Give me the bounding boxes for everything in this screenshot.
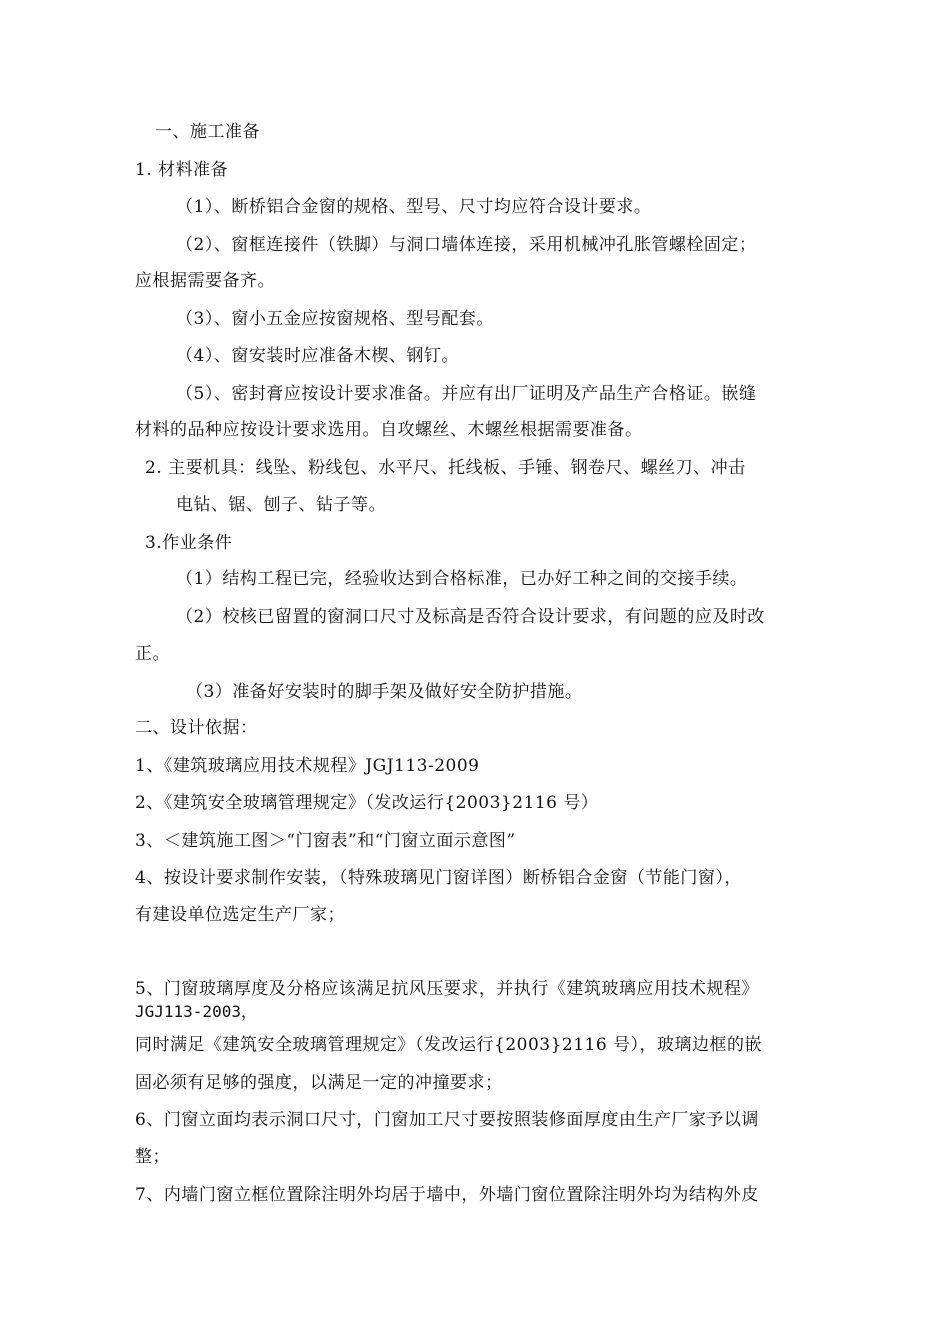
section-heading-construction-prep: 一、施工准备 — [155, 122, 260, 142]
paragraph-line: （4）、窗安装时应准备木楔、钢钉。 — [176, 346, 459, 366]
paragraph-line: （2）、窗框连接件（铁脚）与洞口墙体连接，采用机械冲孔胀管螺栓固定； — [176, 235, 757, 255]
section-heading-design-basis: 二、设计依据： — [135, 718, 258, 738]
paragraph-line: 1、《建筑玻璃应用技术规程》JGJ113-2009 — [135, 756, 480, 776]
paragraph-line: （3）准备好安装时的脚手架及做好安全防护措施。 — [186, 682, 583, 702]
paragraph-line: 材料的品种应按设计要求选用。自攻螺丝、木螺丝根据需要准备。 — [135, 420, 643, 440]
subheading-materials: 1. 材料准备 — [135, 160, 229, 180]
paragraph-line: 同时满足《建筑安全玻璃管理规定》（发改运行{2003}2116 号），玻璃边框的嵌 — [135, 1035, 763, 1055]
paragraph-line: 2、《建筑安全玻璃管理规定》（发改运行{2003}2116 号） — [135, 793, 599, 813]
paragraph-line: JGJ113-2003， — [135, 1002, 257, 1021]
paragraph-line: 5、门窗玻璃厚度及分格应该满足抗风压要求，并执行《建筑玻璃应用技术规程》 — [135, 979, 759, 999]
paragraph-line: （3）、窗小五金应按窗规格、型号配套。 — [176, 309, 494, 329]
paragraph-line: 6、门窗立面均表示洞口尺寸，门窗加工尺寸要按照装修面厚度由生产厂家予以调 — [135, 1110, 759, 1130]
paragraph-line: 7、内墙门窗立框位置除注明外均居于墙中，外墙门窗位置除注明外均为结构外皮 — [135, 1185, 759, 1205]
subheading-work-conditions: 3.作业条件 — [145, 533, 233, 553]
paragraph-line: 正。 — [135, 644, 170, 664]
paragraph-line: 应根据需要备齐。 — [135, 271, 275, 291]
paragraph-line: 固必须有足够的强度，以满足一定的冲撞要求； — [135, 1073, 503, 1093]
paragraph-line: （1）、断桥铝合金窗的规格、型号、尺寸均应符合设计要求。 — [176, 197, 652, 217]
paragraph-line: 有建设单位选定生产厂家； — [135, 905, 345, 925]
paragraph-line: 电钻、锯、刨子、钻子等。 — [176, 495, 386, 515]
paragraph-line: （1）结构工程已完，经验收达到合格标准，已办好工种之间的交接手续。 — [176, 569, 748, 589]
subheading-tools: 2. 主要机具：线坠、粉线包、水平尺、托线板、手锤、钢卷尺、螺丝刀、冲击 — [145, 458, 746, 478]
paragraph-line: （2）校核已留置的窗洞口尺寸及标高是否符合设计要求，有问题的应及时改 — [176, 607, 765, 627]
paragraph-line: 4、按设计要求制作安装，（特殊玻璃见门窗详图）断桥铝合金窗（节能门窗）， — [135, 868, 742, 888]
paragraph-line: 3、＜建筑施工图＞“门窗表”和“门窗立面示意图” — [135, 831, 516, 851]
paragraph-line: （5）、密封膏应按设计要求准备。并应有出厂证明及产品生产合格证。嵌缝 — [176, 384, 757, 404]
paragraph-line: 整； — [135, 1147, 170, 1167]
